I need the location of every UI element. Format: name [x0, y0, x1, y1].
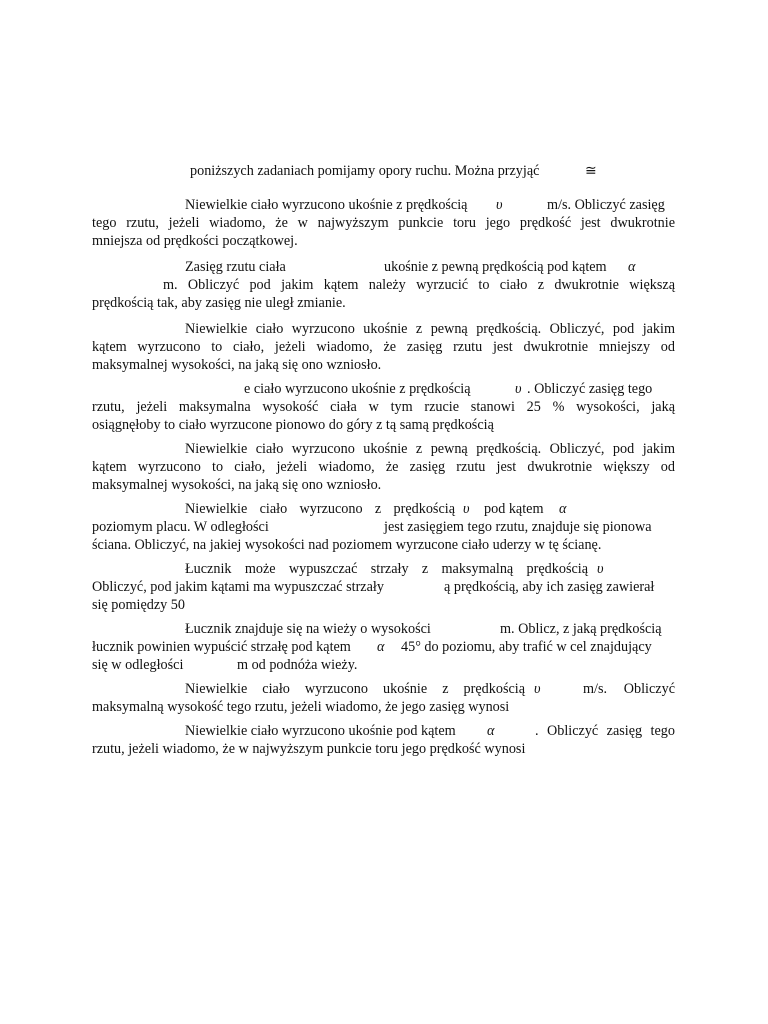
problem-3-line-1: Niewielkie ciało wyrzucono ukośnie z pewną prędkością. Obliczyć, pod jakim — [185, 321, 675, 337]
angle-symbol: α — [628, 259, 636, 275]
problem-1-line-3: mniejsza od prędkości początkowej. — [92, 233, 298, 249]
problem-6-line-3: ściana. Obliczyć, na jakiej wysokości nad poziomem wyrzucone ciało uderzy w tę ścianę. — [92, 537, 602, 553]
problem-6-line-1b: pod kątem — [484, 501, 544, 517]
problem-7-line-1a: Łucznik może wypuszczać strzały z maksymalną prędkością — [185, 561, 588, 577]
problem-3-line-2: kątem wyrzucono to ciało, jeżeli wiadomo, że zasięg rzutu jest dwukrotnie mniejszy od — [92, 339, 675, 355]
problem-5-line-1: Niewielkie ciało wyrzucono ukośnie z pewną prędkością. Obliczyć, pod jakim — [185, 441, 675, 457]
problem-1-line-1a: Niewielkie ciało wyrzucono ukośnie z prędkością — [185, 197, 468, 213]
velocity-symbol: υ — [496, 197, 503, 213]
problem-6-line-2b: jest zasięgiem tego rzutu, znajduje się pionowa — [384, 519, 652, 535]
problem-8-line-3a: się w odległości — [92, 657, 184, 673]
problem-4-line-1a: e ciało wyrzucono ukośnie z prędkością — [244, 381, 471, 397]
problem-1-line-2: tego rzutu, jeżeli wiadomo, że w najwyższym punkcie toru jego prędkość jest dwukrotnie — [92, 215, 675, 231]
problem-6-line-2a: poziomym placu. W odległości — [92, 519, 269, 535]
problem-1-line-1b: m/s. Obliczyć zasięg — [547, 197, 665, 213]
problem-9-line-1b: m/s. Obliczyć — [583, 681, 675, 697]
problem-8-line-3b: m od podnóża wieży. — [237, 657, 358, 673]
problem-8-line-2a: łucznik powinien wypuścić strzałę pod kątem — [92, 639, 351, 655]
problem-2-line-3: prędkością tak, aby zasięg nie uległ zmianie. — [92, 295, 346, 311]
velocity-symbol: υ — [463, 501, 470, 517]
problem-8-line-2b: 45° do poziomu, aby trafić w cel znajdujący — [401, 639, 652, 655]
problem-5-line-3: maksymalnej wysokości, na jaką się ono wzniosło. — [92, 477, 382, 493]
problem-9-line-2: maksymalną wysokość tego rzutu, jeżeli wiadomo, że jego zasięg wynosi — [92, 699, 510, 715]
problem-3-line-3: maksymalnej wysokości, na jaką się ono wzniosło. — [92, 357, 382, 373]
problem-2-line-2: m. Obliczyć pod jakim kątem należy wyrzucić to ciało z dwukrotnie większą — [163, 277, 675, 293]
intro-text — [190, 162, 539, 181]
problem-4-line-2: rzutu, jeżeli maksymalna wysokość ciała w tym rzucie stanowi 25 % wysokości, jaką — [92, 399, 675, 415]
problem-7-line-2b: ą prędkością, aby ich zasięg zawierał — [444, 579, 655, 595]
approx-symbol: ≅ — [585, 163, 597, 179]
intro-sentence: poniższych zadaniach pomijamy opory ruchu. Można przyjąć — [190, 163, 540, 179]
angle-symbol: α — [377, 639, 385, 655]
velocity-symbol: υ — [597, 561, 604, 577]
velocity-symbol: υ — [515, 381, 522, 397]
problem-10-line-1a: Niewielkie ciało wyrzucono ukośnie pod kątem — [185, 723, 456, 739]
angle-symbol: α — [559, 501, 567, 517]
problem-2-line-1b: ukośnie z pewną prędkością pod kątem — [384, 259, 607, 275]
problem-8-line-1b: m. Oblicz, z jaką prędkością — [500, 621, 662, 637]
problem-10-line-2: rzutu, jeżeli wiadomo, że w najwyższym punkcie toru jego prędkość wynosi — [92, 741, 526, 757]
problem-5-line-2: kątem wyrzucono to ciało, jeżeli wiadomo, że zasięg rzutu jest dwukrotnie większy od — [92, 459, 675, 475]
problem-6-line-1a: Niewielkie ciało wyrzucono z prędkością — [185, 501, 455, 517]
problem-9-line-1a: Niewielkie ciało wyrzucono ukośnie z prędkością — [185, 681, 525, 697]
velocity-symbol: υ — [534, 681, 541, 697]
problem-10-line-1b: . Obliczyć zasięg tego — [535, 723, 675, 739]
problem-4-line-3: osiągnęłoby to ciało wyrzucone pionowo do góry z tą samą prędkością — [92, 417, 494, 433]
problem-7-line-3: się pomiędzy 50 — [92, 597, 185, 613]
problem-2-line-1a: Zasięg rzutu ciała — [185, 259, 286, 275]
problem-7-line-2a: Obliczyć, pod jakim kątami ma wypuszczać strzały — [92, 579, 384, 595]
angle-symbol: α — [487, 723, 495, 739]
problem-8-line-1a: Łucznik znajduje się na wieży o wysokości — [185, 621, 431, 637]
problem-4-line-1b: . Obliczyć zasięg tego — [527, 381, 653, 397]
